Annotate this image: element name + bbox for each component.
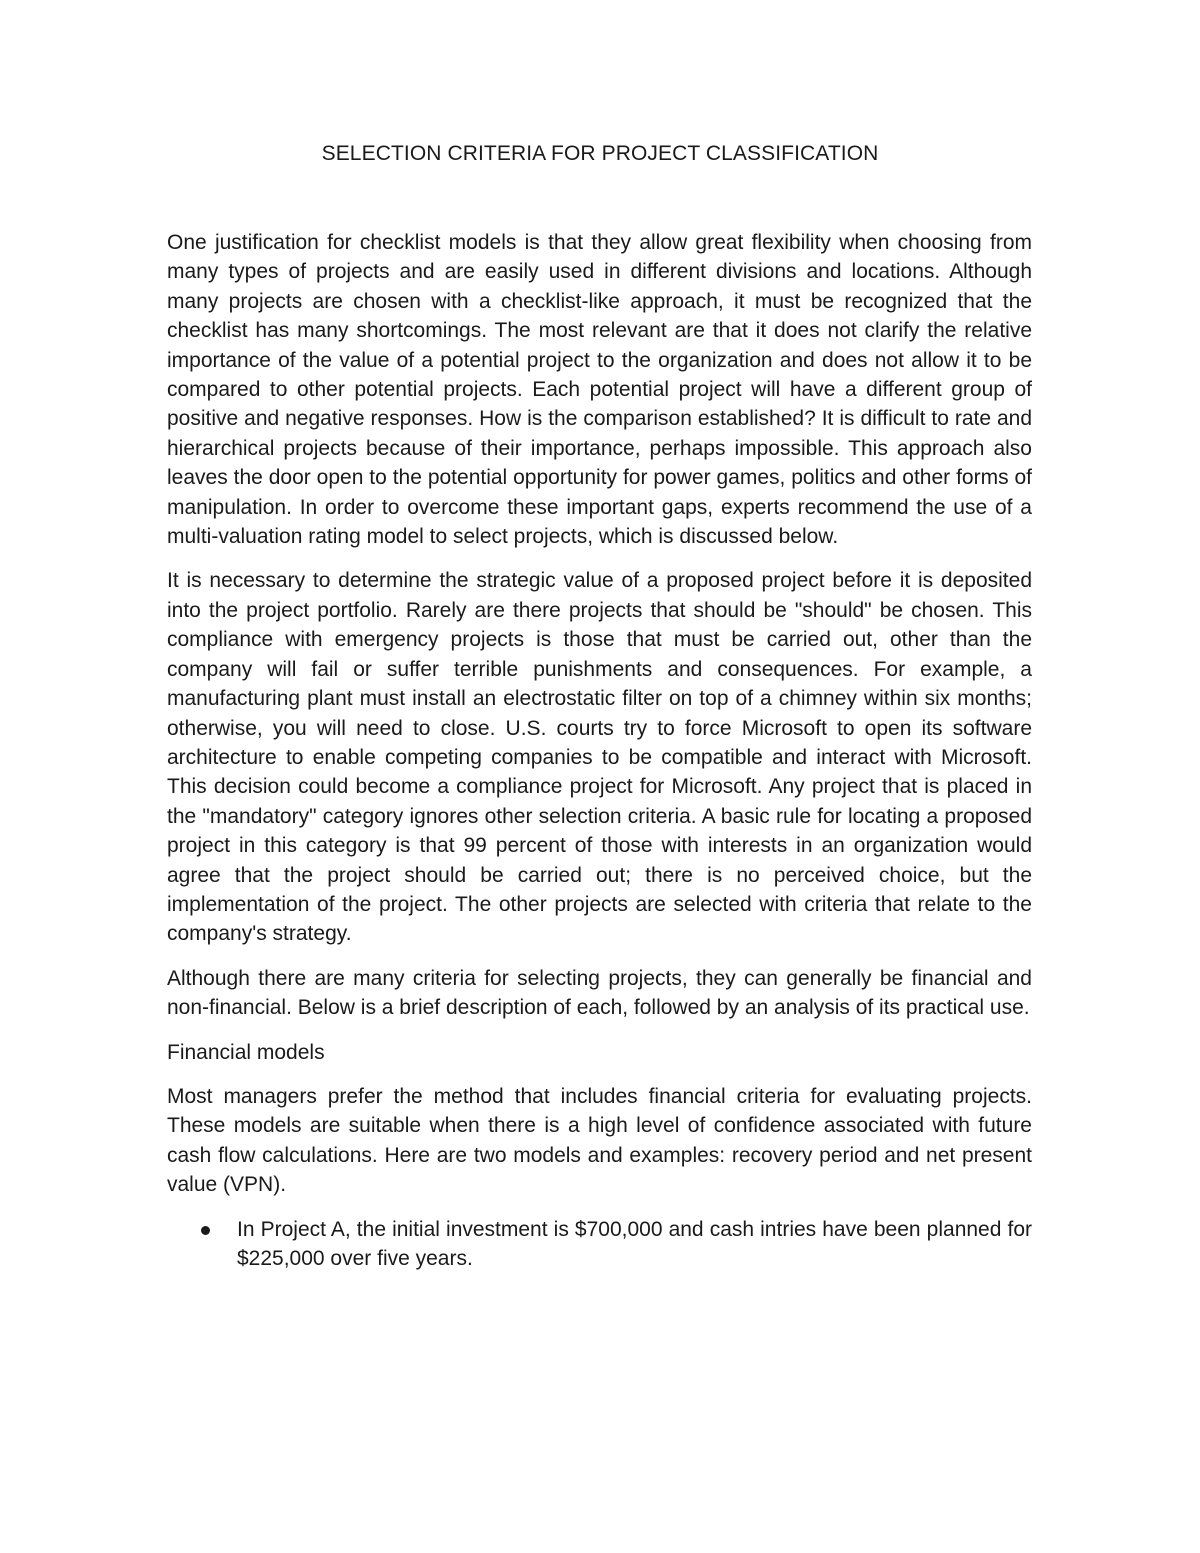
document-title: SELECTION CRITERIA FOR PROJECT CLASSIFICATION — [321, 142, 879, 165]
bullet-dot-icon — [201, 1226, 210, 1235]
paragraph-selection-criteria: Although there are many criteria for selecting projects, they can generally be financial and non-financial. Below is a brief description of each, followed by an analysis of its practical use. — [167, 966, 1032, 1020]
paragraph-financial-models: Most managers prefer the method that includes financial criteria for evaluating projects. These models are suitable when there is a high level of confidence associated with future cash flow calculations. Here are two models and examples: recovery period and net present value (VPN). — [167, 1084, 1032, 1197]
paragraph-checklist-models: One justification for checklist models is that they allow great flexibility when choosing from many types of projects and are easily used in different divisions and locations. Although many projects are chosen with a checklist-like approach, it must be recognized that the checklist has many shortcomings. The most relevant are that it does not clarify the relative importance of the value of a potential project to the organization and does not allow it to be compared to other potential projects. Each potential project will have a different group of positive and negative responses. How is the comparison established? It is difficult to rate and hierarchical projects because of their importance, perhaps impossible. This approach also leaves the door open to the potential opportunity for power games, politics and other forms of manipulation. In order to overcome these important gaps, experts recommend the use of a multi-valuation rating model to select projects, which is discussed below. — [167, 231, 1032, 549]
section-heading-financial-models: Financial models — [167, 1040, 325, 1064]
bullet-item-project-a — [167, 1215, 1032, 1274]
paragraph-strategic-value: It is necessary to determine the strategic value of a proposed project before it is deposited into the project portfolio. Rarely are there projects that should be "should" be chosen. This compliance with emergency projects is those that must be carried out, other than the company will fail or suffer terrible punishments and consequences. For example, a manufacturing plant must install an electrostatic filter on top of a chimney within six months; otherwise, you will need to close. U.S. courts try to force Microsoft to open its software architecture to enable competing companies to be compatible and interact with Microsoft. This decision could become a compliance project for Microsoft. Any project that is placed in the "mandatory" category ignores other selection criteria. A basic rule for locating a proposed project in this category is that 99 percent of those with interests in an organization would agree that the project should be carried out; there is no perceived choice, but the implementation of the project. The other projects are selected with criteria that relate to the company's strategy. — [167, 569, 1032, 946]
bullet-text: In Project A, the initial investment is $700,000 and cash intries have been planned for $225,000 over five years. — [237, 1217, 1032, 1270]
document-body — [167, 228, 1032, 1273]
bullet-list — [167, 1215, 1032, 1274]
